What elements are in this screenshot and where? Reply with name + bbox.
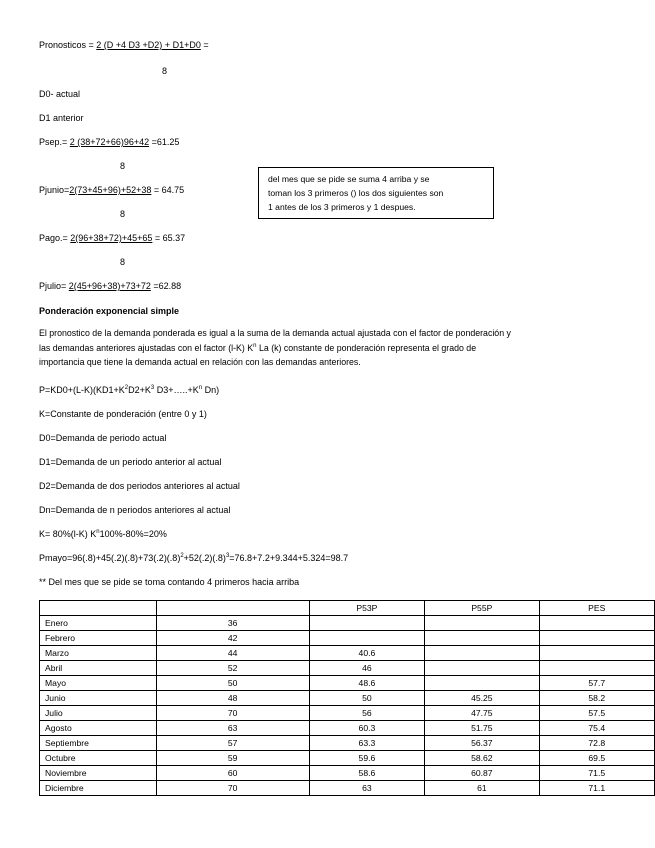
table-row	[40, 676, 655, 691]
table-row	[40, 781, 655, 796]
pjunio-formula	[39, 185, 184, 196]
note-line: toman los 3 primeros () los dos siguientes son	[268, 188, 444, 198]
pronosticos-formula	[39, 40, 209, 51]
value-cell: 40.6	[309, 646, 424, 661]
value-cell	[539, 631, 654, 646]
month-cell: Diciembre	[40, 781, 157, 796]
paragraph-line: importancia que tiene la demanda actual en relación con las demandas anteriores.	[39, 357, 361, 367]
value-cell: 45.25	[425, 691, 539, 706]
value-cell: 58.6	[309, 766, 424, 781]
header-cell: P53P	[309, 601, 424, 616]
value-cell	[425, 661, 539, 676]
d1-definition: D1=Demanda de un periodo anterior al actual	[39, 457, 222, 467]
value-cell: 46	[309, 661, 424, 676]
section-heading: Ponderación exponencial simple	[39, 306, 180, 316]
month-cell: Mayo	[40, 676, 157, 691]
pronosticos-denominator: 8	[162, 66, 168, 76]
value-cell: 48	[156, 691, 309, 706]
note-line: del mes que se pide se suma 4 arriba y se	[268, 174, 430, 184]
month-cell: Agosto	[40, 721, 157, 736]
value-cell: 69.5	[539, 751, 654, 766]
value-cell	[425, 646, 539, 661]
value-cell: 56.37	[425, 736, 539, 751]
value-cell	[539, 661, 654, 676]
formula-label: Pago.=	[39, 233, 71, 243]
table-row	[40, 661, 655, 676]
formula-label: Pjunio=	[39, 185, 70, 195]
formula-label: Pronosticos =	[39, 40, 97, 50]
value-cell: 57.5	[539, 706, 654, 721]
value-cell	[309, 631, 424, 646]
value-cell: 48.6	[309, 676, 424, 691]
value-cell: 71.1	[539, 781, 654, 796]
value-cell	[425, 631, 539, 646]
value-cell: 60.87	[425, 766, 539, 781]
table-row	[40, 631, 655, 646]
note-line: 1 antes de los 3 primeros y 1 despues.	[268, 202, 416, 212]
value-cell: 56	[309, 706, 424, 721]
pjulio-formula	[39, 281, 181, 292]
formula-numerator: 2(96+38+72)+45+65	[70, 233, 153, 243]
table-row	[40, 616, 655, 631]
table-row	[40, 766, 655, 781]
p-formula: $P=KD0+(L-K)(KD1+K^2D2+K^3$ $D3+\dots..+K^n$ Dn)	[39, 385, 220, 395]
formula-result: = 65.37	[152, 233, 186, 243]
formula-numerator: 2(45+96+38)+73+72	[68, 281, 151, 291]
value-cell: 59	[156, 751, 309, 766]
formula-label: Pjulio=	[39, 281, 69, 291]
psep-denominator: 8	[120, 161, 126, 171]
psep-formula	[39, 137, 179, 148]
value-cell: 57.7	[539, 676, 654, 691]
value-cell: 60.3	[309, 721, 424, 736]
value-cell	[539, 646, 654, 661]
forecast-table	[39, 600, 655, 796]
table-row	[40, 706, 655, 721]
paragraph-line: las demandas anteriores ajustadas con el factor (l-K) $K^n$ La (k) constante de ponderación representa el grado de	[39, 342, 477, 353]
value-cell	[539, 616, 654, 631]
footnote: ** Del mes que se pide se toma contando 4 primeros hacia arriba	[39, 577, 300, 587]
value-cell: 57	[156, 736, 309, 751]
value-cell	[309, 616, 424, 631]
value-cell: 63.3	[309, 736, 424, 751]
value-cell	[425, 616, 539, 631]
formula-result: = 64.75	[151, 185, 185, 195]
k-definition: K=Constante de ponderación (entre 0 y 1)	[39, 409, 207, 419]
paragraph-line: El pronostico de la demanda ponderada es igual a la suma de la demanda actual ajustada con el factor de ponderación y	[39, 328, 511, 338]
month-cell: Julio	[40, 706, 157, 721]
value-cell	[425, 676, 539, 691]
month-cell: Febrero	[40, 631, 157, 646]
header-cell: P55P	[425, 601, 539, 616]
header-cell: PES	[539, 601, 654, 616]
pmayo-formula: $Pmayo=96(.8)+45(.2)(.8)+73(.2)(.8)^2+52(.2)(.8)^3=76.8+7.2+9.344+5.324=98.7$	[39, 553, 349, 563]
value-cell: 71.5	[539, 766, 654, 781]
note-box	[258, 167, 494, 219]
value-cell: 70	[156, 781, 309, 796]
d0-label: D0- actual	[39, 89, 81, 99]
header-cell	[156, 601, 309, 616]
table-row	[40, 691, 655, 706]
d2-definition: D2=Demanda de dos periodos anteriores al actual	[39, 481, 240, 491]
formula-label: Psep.=	[39, 137, 70, 147]
pago-formula	[39, 233, 185, 244]
value-cell: 75.4	[539, 721, 654, 736]
value-cell: 63	[156, 721, 309, 736]
d0-definition: D0=Demanda de periodo actual	[39, 433, 167, 443]
value-cell: 51.75	[425, 721, 539, 736]
value-cell: 58.2	[539, 691, 654, 706]
month-cell: Octubre	[40, 751, 157, 766]
value-cell: 47.75	[425, 706, 539, 721]
value-cell: 60	[156, 766, 309, 781]
formula-suffix: =	[200, 40, 209, 50]
value-cell: 59.6	[309, 751, 424, 766]
d1-label: D1 anterior	[39, 113, 84, 123]
value-cell: 61	[425, 781, 539, 796]
value-cell: 58.62	[425, 751, 539, 766]
value-cell: 50	[309, 691, 424, 706]
value-cell: 50	[156, 676, 309, 691]
section-paragraph	[39, 326, 619, 370]
pago-denominator: 8	[120, 257, 126, 267]
formula-result: =62.88	[150, 281, 182, 291]
table-row	[40, 751, 655, 766]
formula-result: =61.25	[149, 137, 180, 147]
dn-definition: Dn=Demanda de n periodos anteriores al actual	[39, 505, 231, 515]
month-cell: Marzo	[40, 646, 157, 661]
value-cell: 63	[309, 781, 424, 796]
value-cell: 70	[156, 706, 309, 721]
k-value: K= 80%(l-K) $K^n100\%-80\%=20\%$	[39, 529, 167, 539]
header-cell	[40, 601, 157, 616]
value-cell: 42	[156, 631, 309, 646]
pjunio-denominator: 8	[120, 209, 126, 219]
table-row	[40, 646, 655, 661]
month-cell: Enero	[40, 616, 157, 631]
value-cell: 36	[156, 616, 309, 631]
month-cell: Abril	[40, 661, 157, 676]
month-cell: Junio	[40, 691, 157, 706]
table-header-row	[40, 601, 655, 616]
value-cell: 44	[156, 646, 309, 661]
value-cell: 52	[156, 661, 309, 676]
formula-numerator: 2 (38+72+66)96+42	[69, 137, 150, 147]
table-row	[40, 736, 655, 751]
table-row	[40, 721, 655, 736]
formula-numerator: 2 (D +4 D3 +D2) + D1+D0	[96, 40, 201, 50]
month-cell: Septiembre	[40, 736, 157, 751]
value-cell: 72.8	[539, 736, 654, 751]
formula-numerator: 2(73+45+96)+52+38	[69, 185, 152, 195]
month-cell: Noviembre	[40, 766, 157, 781]
